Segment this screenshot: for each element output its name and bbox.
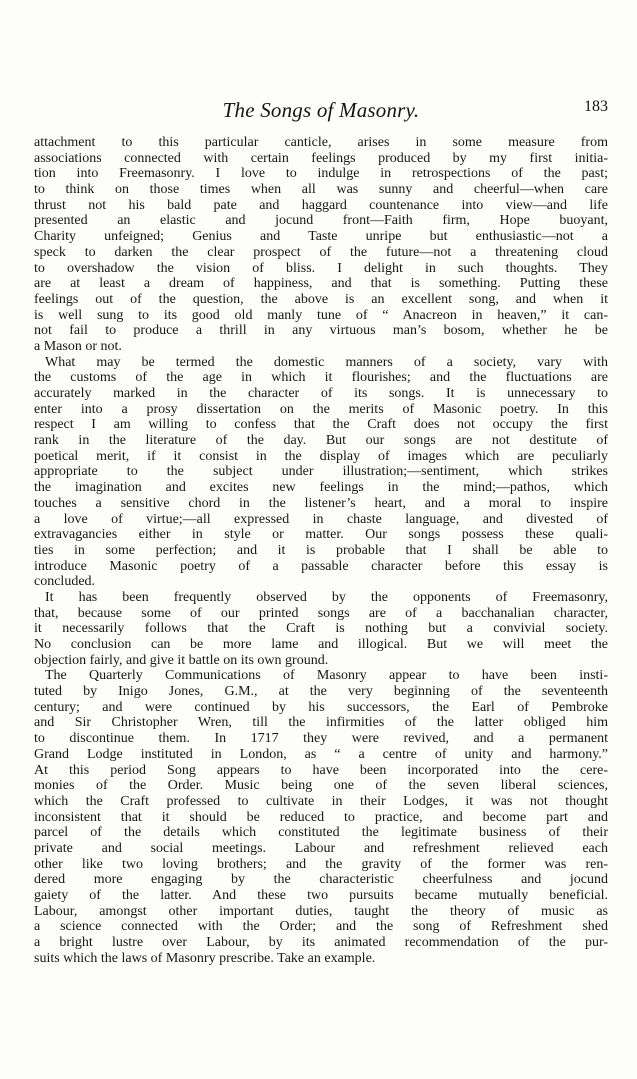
- text-line: extravagancies either in style or matter. Our songs possess these quali-: [34, 527, 608, 543]
- text-line: a love of virtue;—all expressed in chaste language, and divested of: [34, 511, 608, 527]
- text-line: Labour, amongst other important duties, taught the theory of music as: [34, 903, 608, 919]
- text-line: suits which the laws of Masonry prescribe. Take an example.: [34, 950, 376, 966]
- text-line: a Mason or not.: [34, 338, 122, 354]
- text-line: attachment to this particular canticle, arises in some measure from: [34, 135, 608, 150]
- text-line: The Quarterly Communications of Masonry appear to have been insti-: [45, 668, 608, 684]
- text-line: What may be termed the domestic manners of a society, vary with: [45, 354, 608, 370]
- text-line: presented an elastic and jocund front—Faith firm, Hope buoyant,: [34, 213, 608, 229]
- text-line: not fail to produce a thrill in any virtuous man’s bosom, whether he be: [34, 323, 608, 339]
- text-line: feelings out of the question, the above is an excellent song, and when it: [34, 291, 608, 307]
- text-line: respect I am willing to confess that the Craft does not occupy the first: [34, 417, 608, 433]
- text-line: rank in the literature of the day. But our songs are not destitute of: [34, 433, 608, 449]
- text-line: It has been frequently observed by the opponents of Freemasonry,: [45, 589, 608, 605]
- text-line: appropriate to the subject under illustration;—sentiment, which strikes: [34, 464, 608, 480]
- text-line: private and social meetings. Labour and refreshment relieved each: [34, 840, 608, 856]
- text-line: Grand Lodge instituted in London, as “ a centre of unity and harmony.”: [34, 746, 608, 762]
- paragraph: [34, 355, 608, 590]
- text-line: century; and were continued by his successors, the Earl of Pembroke: [34, 699, 608, 715]
- text-line: introduce Masonic poetry of a passable character before this essay is: [34, 558, 608, 574]
- text-line: which the Craft professed to cultivate in their Lodges, it was not thought: [34, 793, 608, 809]
- page-header: [34, 98, 608, 126]
- text-line: the customs of the age in which it flourishes; and the fluctuations are: [34, 370, 608, 386]
- text-line: to overshadow the vision of bliss. I delight in such thoughts. They: [34, 260, 608, 276]
- text-line: and Sir Christopher Wren, till the infirmities of the latter obliged him: [34, 715, 608, 731]
- text-line: At this period Song appears to have been incorporated into the cere-: [34, 762, 608, 778]
- text-line: ties in some perfection; and it is probable that I shall be able to: [34, 542, 608, 558]
- text-line: it necessarily follows that the Craft is nothing but a convivial society.: [34, 621, 608, 637]
- text-line: a bright lustre over Labour, by its animated recommendation of the pur-: [34, 935, 608, 951]
- text-line: thrust not his bald pate and haggard countenance into view—and life: [34, 197, 608, 213]
- text-line: tuted by Inigo Jones, G.M., at the very beginning of the seventeenth: [34, 684, 608, 700]
- paragraph: [34, 590, 608, 668]
- text-line: touches a sensitive chord in the listener’s heart, and a moral to inspire: [34, 495, 608, 511]
- text-line: to think on those times when all was sunny and cheerful—when care: [34, 182, 608, 198]
- text-line: associations connected with certain feelings produced by my first initia-: [34, 150, 608, 166]
- text-line: dered more engaging by the characteristic cheerfulness and jocund: [34, 872, 608, 888]
- text-line: the imagination and excites new feelings in the mind;—pathos, which: [34, 480, 608, 496]
- text-line: other like two loving brothers; and the gravity of the former was ren-: [34, 856, 608, 872]
- running-title: The Songs of Masonry.: [222, 98, 420, 122]
- text-line: to discontinue them. In 1717 they were revived, and a permanent: [34, 731, 608, 747]
- page-number: 183: [584, 98, 608, 115]
- text-line: poetical merit, if it consist in the display of images which are peculiarly: [34, 448, 608, 464]
- text-line: that, because some of our printed songs are of a bacchanalian character,: [34, 605, 608, 621]
- text-line: are at least a dream of happiness, and that is something. Putting these: [34, 276, 608, 292]
- paragraph: [34, 135, 608, 355]
- text-line: enter into a prosy dissertation on the merits of Masonic poetry. In this: [34, 401, 608, 417]
- text-line: a science connected with the Order; and the song of Refreshment shed: [34, 919, 608, 935]
- body-text: [34, 135, 608, 966]
- text-line: speck to darken the clear prospect of the future—not a threatening cloud: [34, 244, 608, 260]
- text-line: monies of the Order. Music being one of the seven liberal sciences,: [34, 778, 608, 794]
- text-line: Charity unfeigned; Genius and Taste unripe but enthusiastic—not a: [34, 229, 608, 245]
- text-line: parcel of the details which constituted the legitimate business of their: [34, 825, 608, 841]
- text-line: objection fairly, and give it battle on its own ground.: [34, 652, 329, 668]
- text-line: No conclusion can be more lame and illogical. But we will meet the: [34, 637, 608, 652]
- text-line: tion into Freemasonry. I love to indulge in retrospections of the past;: [34, 166, 608, 182]
- text-line: inconsistent that it should be reduced to practice, and become part and: [34, 809, 608, 825]
- text-line: concluded.: [34, 574, 96, 590]
- text-line: is well sung to its good old manly tune of “ Anacreon in heaven,” it can-: [34, 307, 608, 323]
- text-line: accurately marked in the character of its songs. It is unnecessary to: [34, 386, 608, 401]
- text-line: gaiety of the latter. And these two pursuits became mutually beneficial.: [34, 888, 608, 903]
- paragraph: [34, 668, 608, 966]
